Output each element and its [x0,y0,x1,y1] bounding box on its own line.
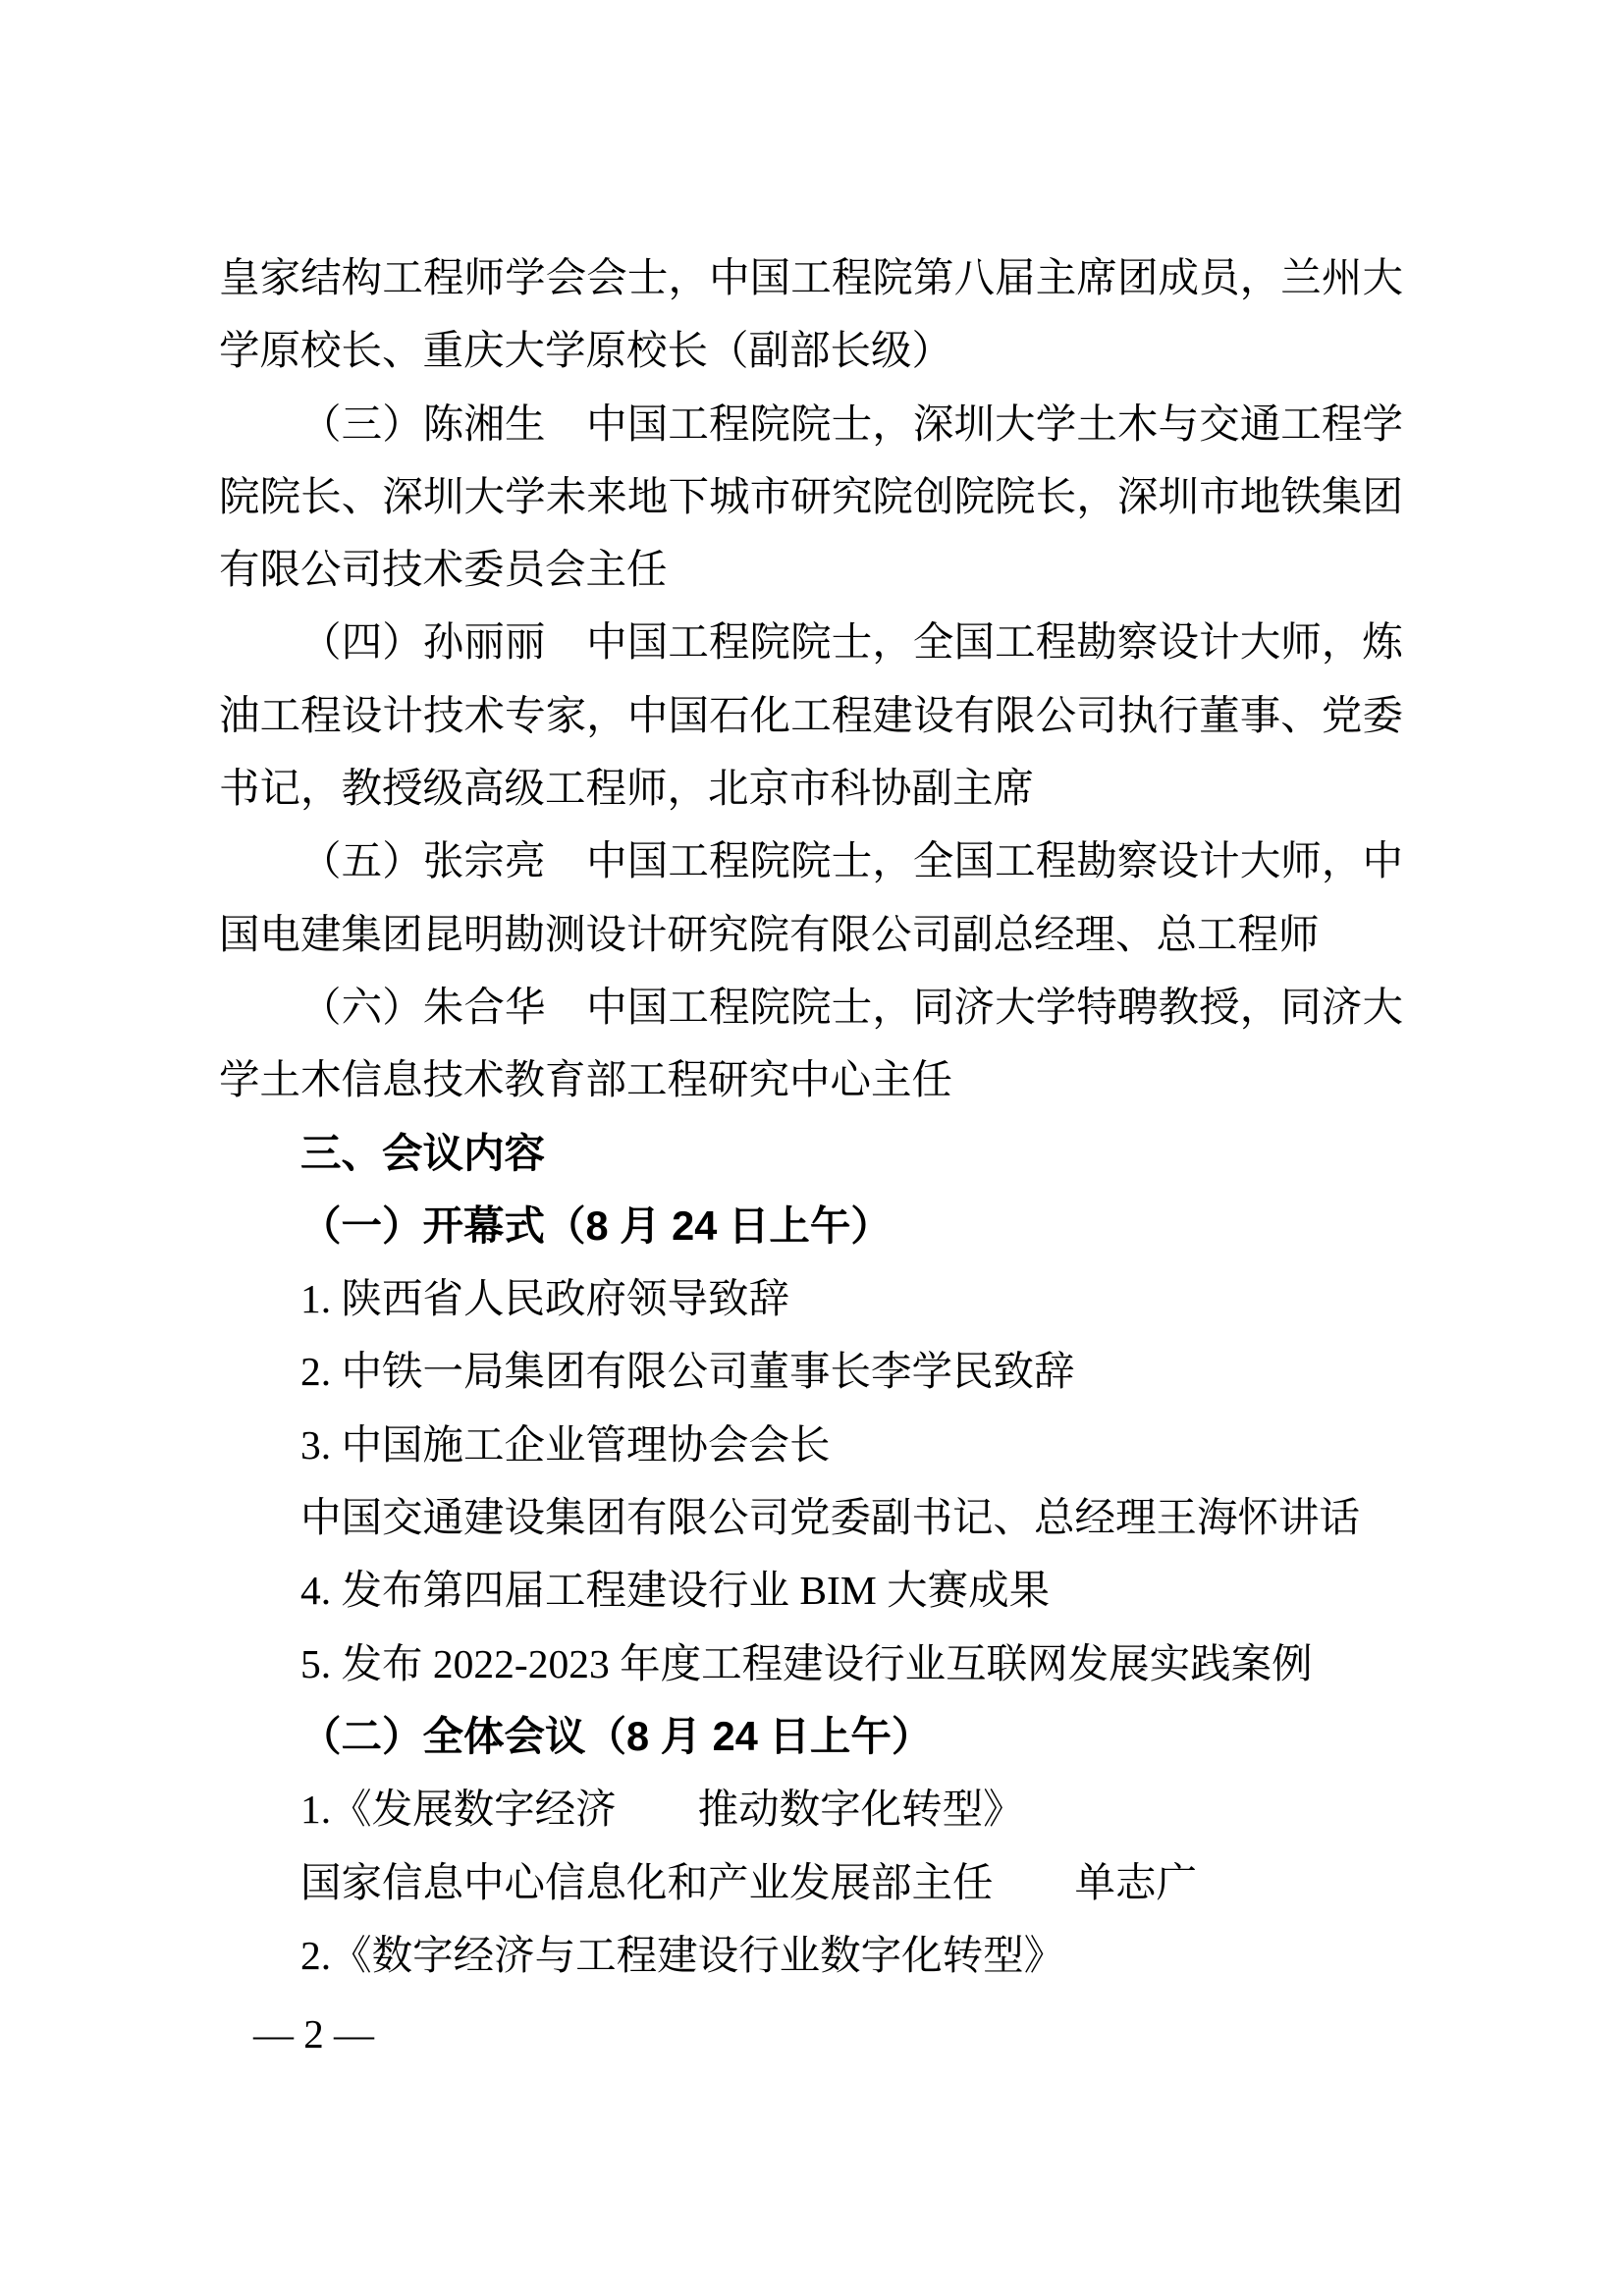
page-number: — 2 — [253,2011,374,2056]
plenary-item-1-speaker: 国家信息中心信息化和产业发展部主任 单志广 [300,1859,1198,1905]
body-line: 油工程设计技术专家，中国石化工程建设有限公司执行董事、党委 [219,692,1403,738]
heading-meeting-content: 三、会议内容 [300,1129,546,1176]
body-line: 国电建集团昆明勘测设计研究院有限公司副总经理、总工程师 [219,911,1320,957]
plenary-item-2: 2.《数字经济与工程建设行业数字化转型》 [300,1932,1065,1978]
agenda-item-3: 3. 中国施工企业管理协会会长 [300,1421,831,1468]
body-line-expert-5: （五）张宗亮 中国工程院院士，全国工程勘察设计大师，中 [300,838,1403,884]
agenda-item-3-speaker: 中国交通建设集团有限公司党委副书记、总经理王海怀讲话 [300,1495,1361,1541]
heading-opening-ceremony: （一）开幕式（8 月 24 日上午） [300,1201,892,1249]
body-line-expert-6: （六）朱合华 中国工程院院士，同济大学特聘教授，同济大 [300,984,1403,1030]
body-line-expert-3: （三）陈湘生 中国工程院院士，深圳大学土木与交通工程学 [300,400,1403,447]
agenda-item-1: 1. 陕西省人民政府领导致辞 [300,1276,790,1322]
text-block [219,241,1403,1992]
agenda-item-2: 2. 中铁一局集团有限公司董事长李学民致辞 [300,1349,1075,1395]
heading-plenary-session: （二）全体会议（8 月 24 日上午） [300,1712,933,1759]
plenary-item-1: 1.《发展数字经济 推动数字化转型》 [300,1787,1024,1833]
body-line: 皇家结构工程师学会会士，中国工程院第八届主席团成员，兰州大 [219,255,1403,300]
body-line: 学土木信息技术教育部工程研究中心主任 [219,1057,953,1103]
body-line: 书记，教授级高级工程师，北京市科协副主席 [219,766,1035,812]
agenda-item-5: 5. 发布 2022-2023 年度工程建设行业互联网发展实践案例 [300,1640,1313,1686]
body-line: 学原校长、重庆大学原校长（副部长级） [219,328,953,374]
body-line: 有限公司技术委员会主任 [219,547,668,593]
body-line: 院院长、深圳大学未来地下城市研究院创院院长，深圳市地铁集团 [219,473,1403,519]
body-line-expert-4: （四）孙丽丽 中国工程院院士，全国工程勘察设计大师，炼 [300,619,1403,666]
agenda-item-4: 4. 发布第四届工程建设行业 BIM 大赛成果 [300,1568,1051,1614]
